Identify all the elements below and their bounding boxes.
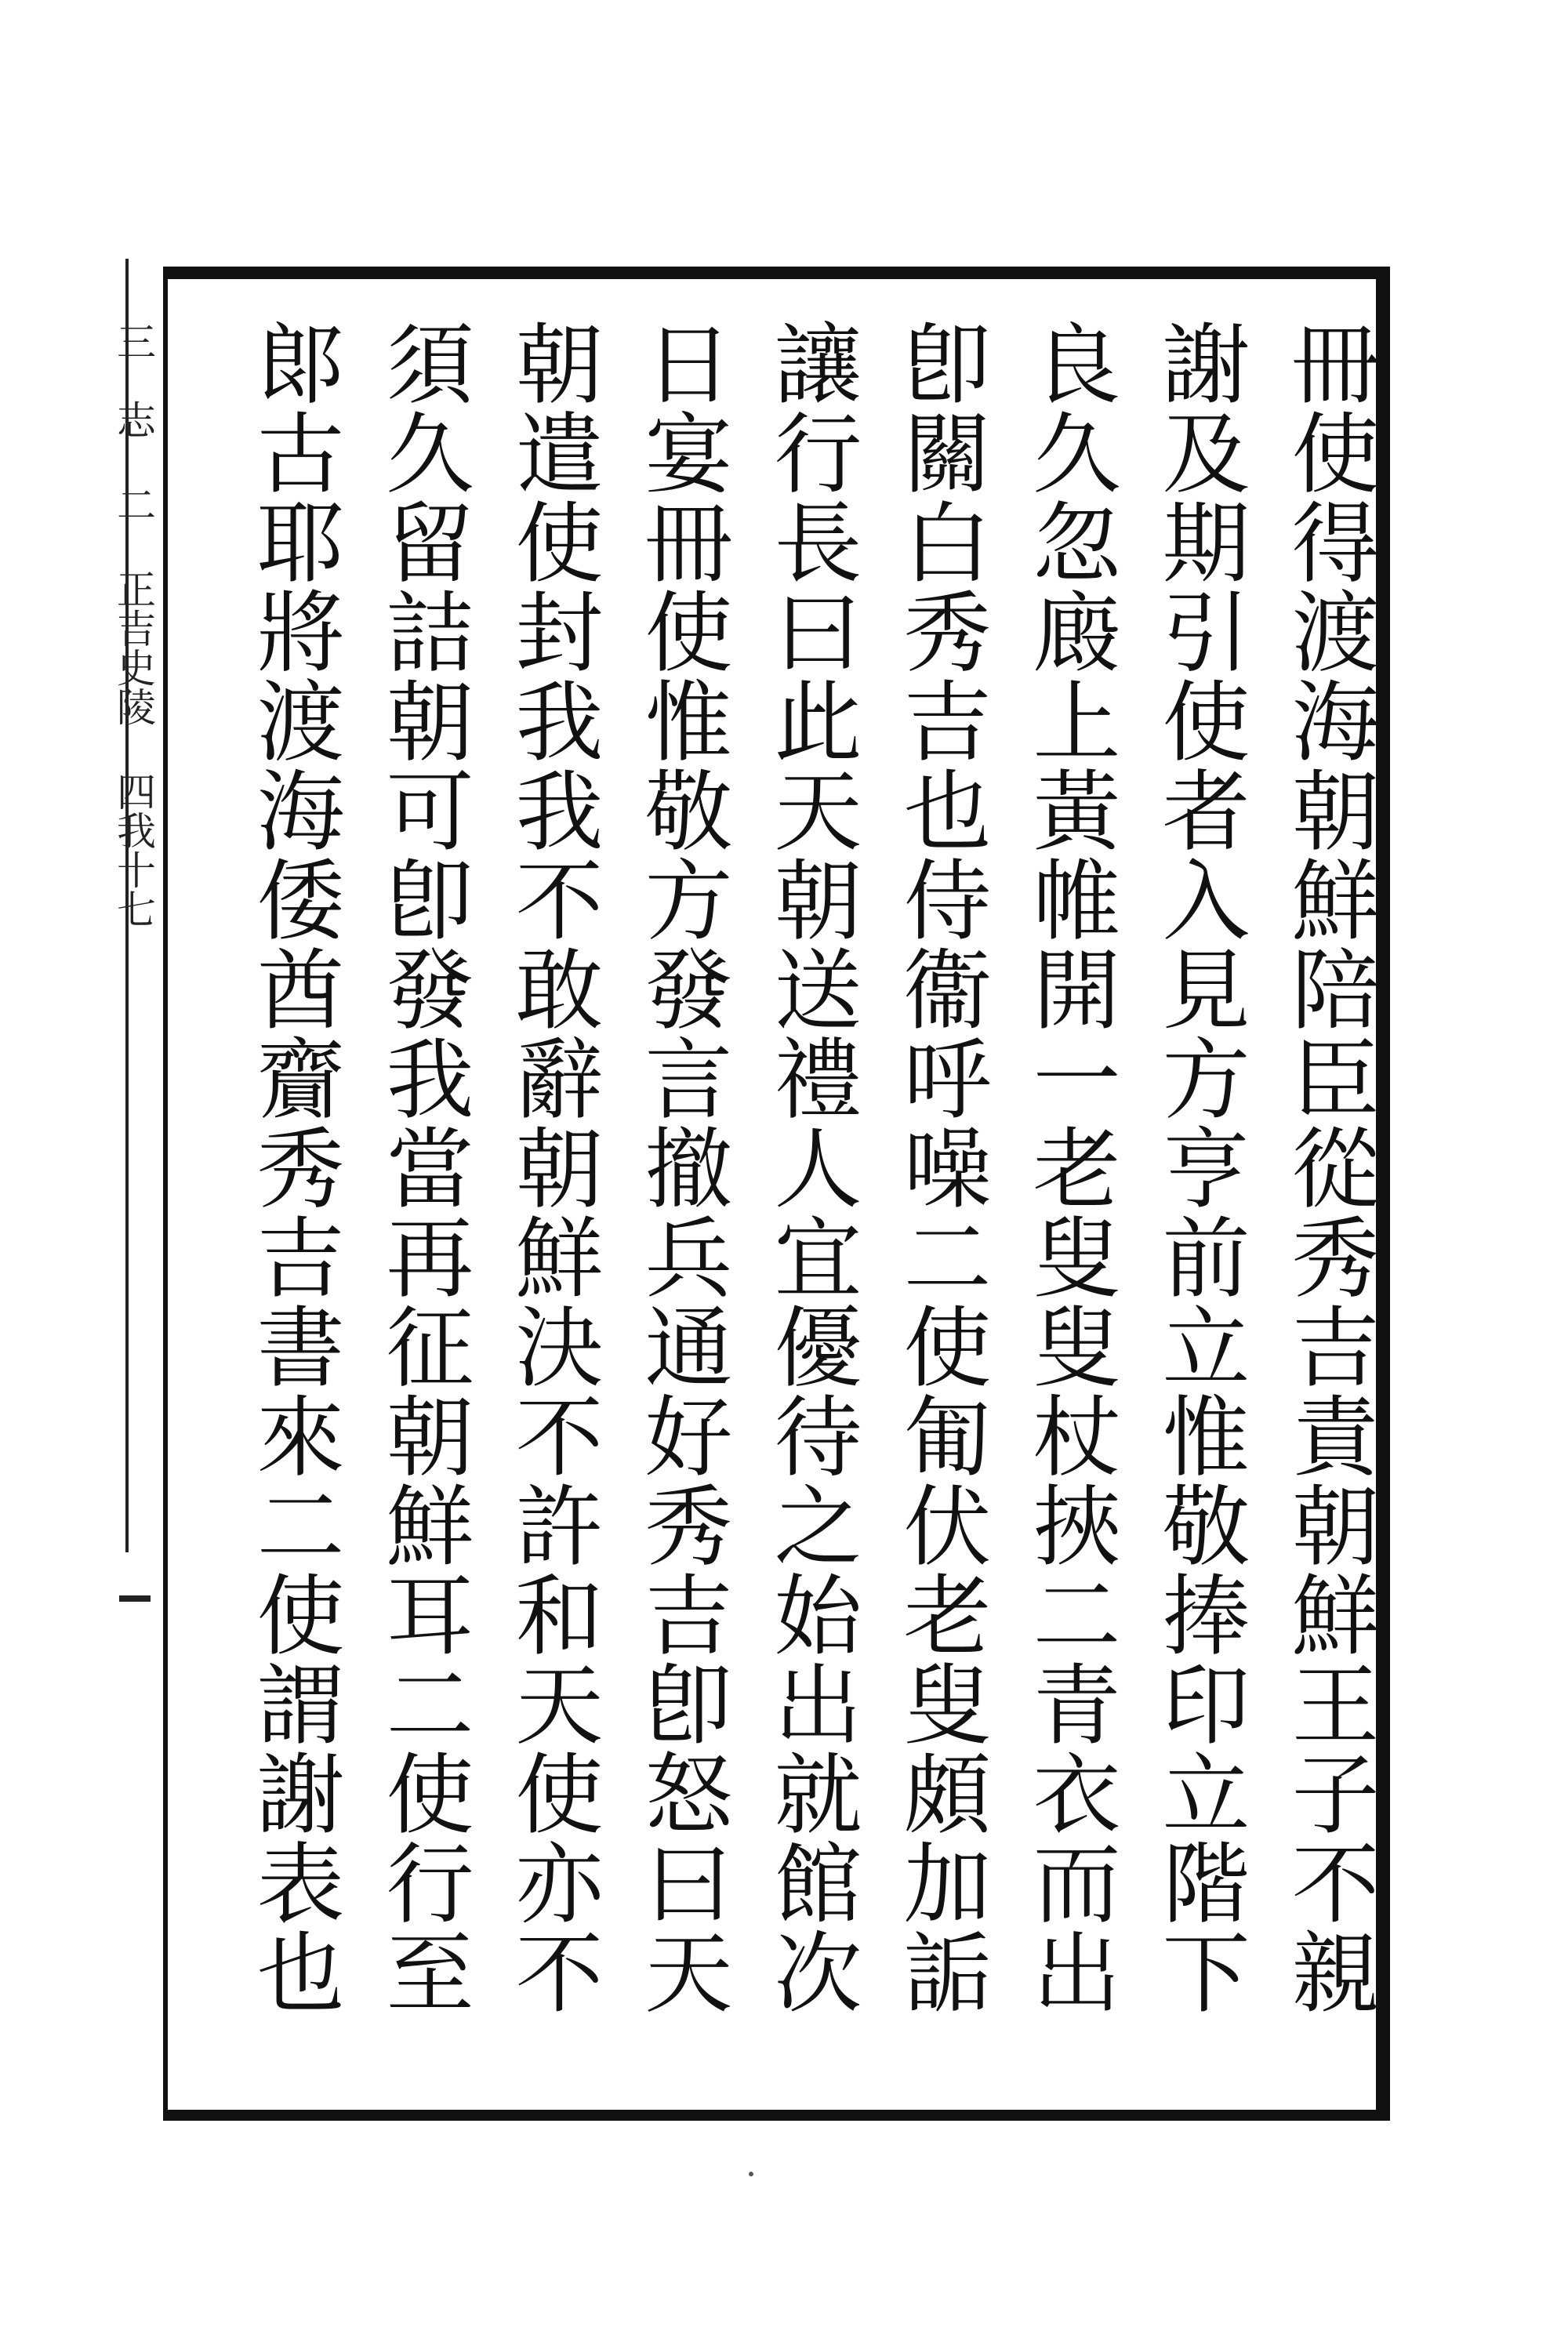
text-column-8: 須久留詰朝可卽發我當再征朝鮮耳二使行至: [372, 318, 474, 2016]
text-column-7: 朝遣使封我我不敢辭朝鮮決不許和天使亦不: [501, 318, 603, 2016]
text-column-4: 卽關白秀吉也侍衞呼噪二使匍伏老叟頗加詬: [889, 318, 991, 2016]
paper-speck: [749, 2172, 753, 2176]
text-column-3: 良久忽廄上黃帷開一老叟叟杖挾二青衣而出: [1018, 318, 1120, 2016]
text-frame: [163, 267, 1390, 2121]
text-column-2: 謝及期引使者入見方亨前立惟敬捧印立階下: [1148, 318, 1250, 2016]
page-edge-label: 三 志 二 正吉史陵 四我十七: [111, 282, 156, 928]
text-column-5: 讓行長曰此天朝送禮人宜優待之始出就館次: [760, 318, 862, 2016]
page-edge-mark: [119, 1595, 151, 1602]
text-column-9: 郞古耶將渡海倭酋齎秀吉書來二使謂謝表也: [242, 318, 344, 2016]
text-column-1: 冊使得渡海朝鮮陪臣從秀吉責朝鮮王子不親: [1277, 318, 1379, 2016]
text-column-6: 日宴冊使惟敬方發言撤兵通好秀吉卽怒曰天: [630, 318, 732, 2016]
